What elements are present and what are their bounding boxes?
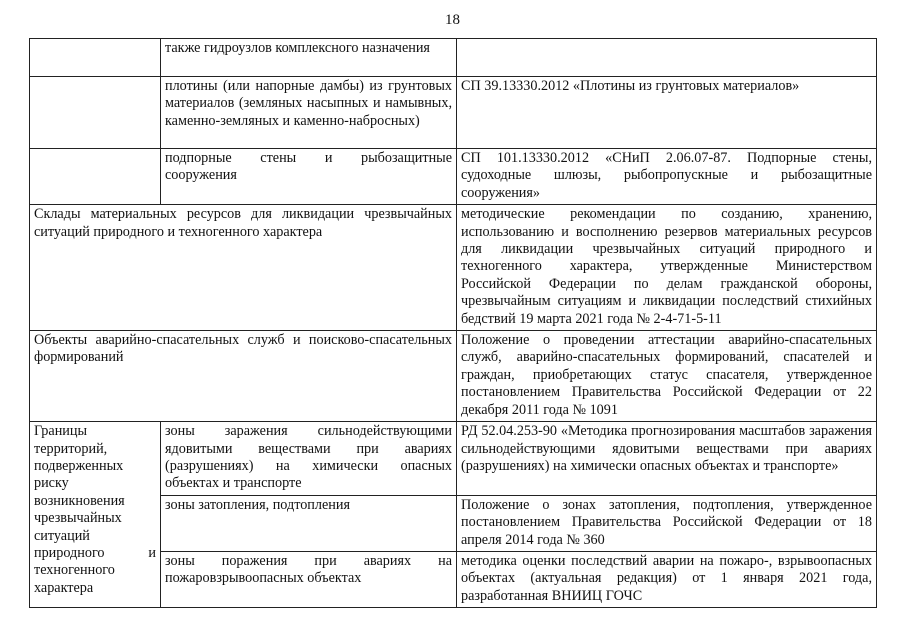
table-cell-object: подпорные стены и рыбозащитные сооружения	[161, 149, 457, 205]
table-row	[30, 422, 877, 496]
table-cell-empty	[30, 149, 161, 205]
table-row	[30, 205, 877, 331]
table-cell-doc: СП 39.13330.2012 «Плотины из грунтовых материалов»	[457, 77, 877, 149]
table-cell-object: также гидроузлов комплексного назначения	[161, 39, 457, 77]
table-cell-object: зоны затопления, подтопления	[161, 495, 457, 551]
table-cell-object: плотины (или напорные дамбы) из грунтовых материалов (земляных насыпных и намывных, каменно-земляных и каменно-набросных)	[161, 77, 457, 149]
table-cell-doc: Положение о зонах затопления, подтопления, утвержденное постановлением Правительства Российской Федерации от 18 апреля 2014 года № 360	[457, 495, 877, 551]
table-row	[30, 77, 877, 149]
table-cell-doc: Положение о проведении аттестации аварийно-спасательных служб, аварийно-спасательных формирований, спасателей и граждан, приобретающих статус спасателя, утвержденное постановлением Правительства Российской Федерации от 22 декабря 2011 года № 1091	[457, 331, 877, 422]
table-cell-object: Объекты аварийно-спасательных служб и поисково-спасательных формирований	[30, 331, 457, 422]
page-number: 18	[445, 12, 460, 28]
table-cell-doc: СП 101.13330.2012 «СНиП 2.06.07-87. Подпорные стены, судоходные шлюзы, рыбопропускные и рыбозащитные сооружения»	[457, 149, 877, 205]
table-cell-object: Склады материальных ресурсов для ликвидации чрезвычайных ситуаций природного и техногенного характера	[30, 205, 457, 331]
table-cell-group-label: Границы территорий, подверженных риску возникновения чрезвычайных ситуаций природного и техногенного характера	[30, 422, 161, 608]
table-cell-object: зоны заражения сильнодействующими ядовитыми веществами при авариях (разрушениях) на химически опасных объектах и транспорте	[161, 422, 457, 496]
regulations-table	[29, 38, 877, 608]
table-cell-empty	[30, 77, 161, 149]
table-cell-doc: методика оценки последствий аварии на пожаро-, взрывоопасных объектах (актуальная редакция) от 1 января 2021 года, разработанная ВНИИЦ ГОЧС	[457, 551, 877, 607]
table-row	[30, 331, 877, 422]
table-cell-doc: РД 52.04.253-90 «Методика прогнозирования масштабов заражения сильнодействующими ядовитыми веществами при авариях (разрушениях) на химически опасных объектах и транспорте»	[457, 422, 877, 496]
table-cell-doc: методические рекомендации по созданию, хранению, использованию и восполнению резервов материальных ресурсов для ликвидации чрезвычайных ситуаций природного и техногенного характера, утвержденные Министерством Российской Федерации по делам гражданской обороны, чрезвычайным ситуациям и ликвидации последствий стихийных бедствий 19 марта 2021 года № 2-4-71-5-11	[457, 205, 877, 331]
table-row	[30, 39, 877, 77]
table-row	[30, 149, 877, 205]
table-cell-empty	[30, 39, 161, 77]
table-cell-object: зоны поражения при авариях на пожаровзрывоопасных объектах	[161, 551, 457, 607]
table-cell-doc	[457, 39, 877, 77]
